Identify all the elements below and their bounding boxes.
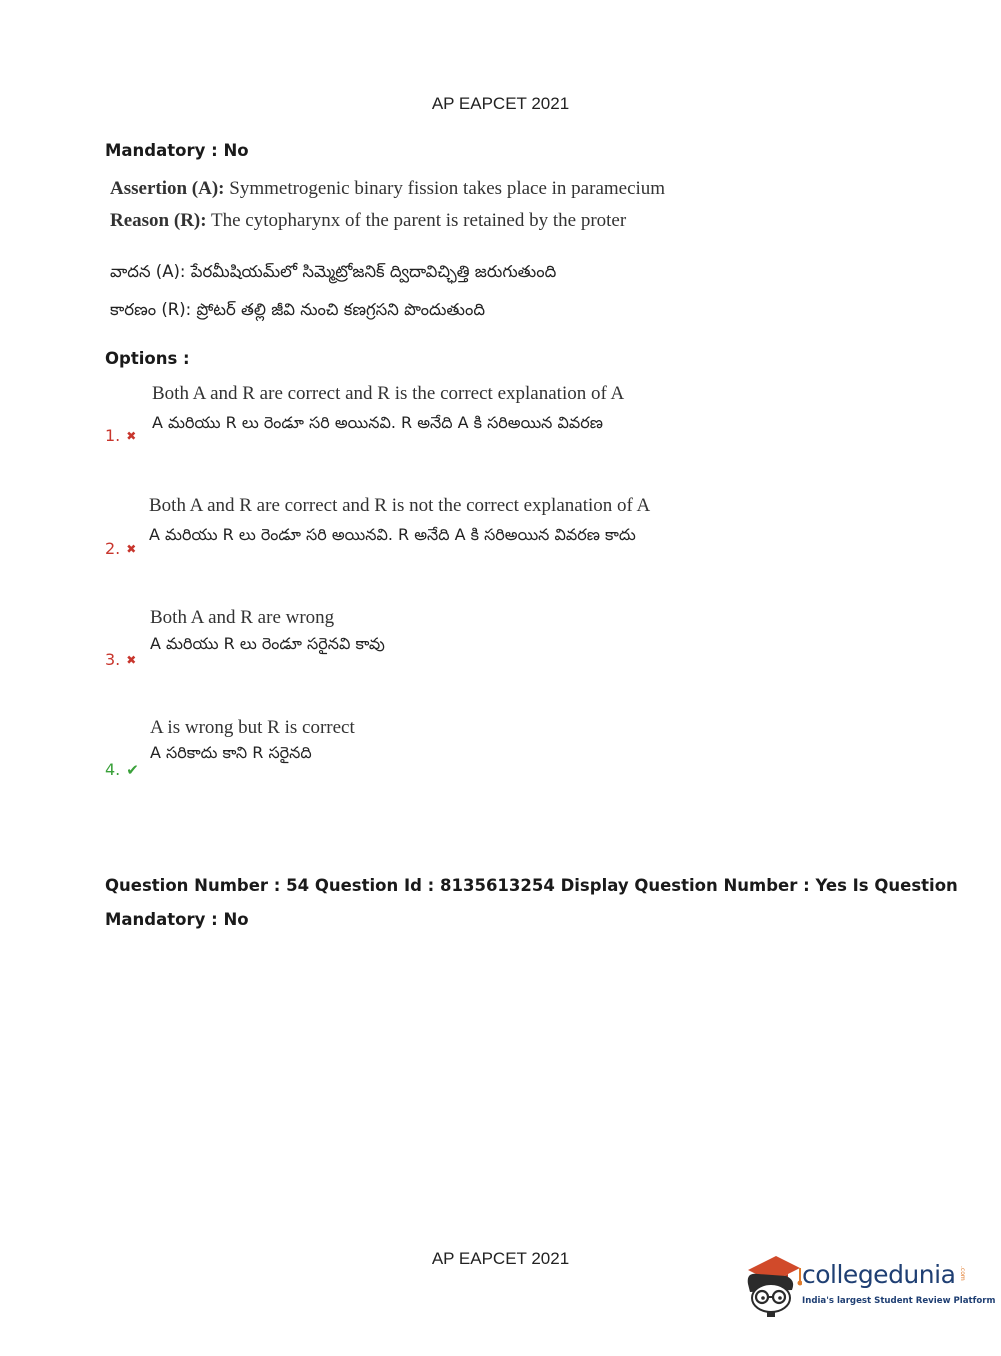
option-1-telugu: A మరియు R లు రెండూ సరి అయినవి. R అనేది A కి సరిఅయిన వివరణ (152, 413, 603, 432)
logo-suffix: .com (959, 1266, 966, 1281)
option-4-telugu: A సరికాదు కాని R సరైనది (150, 743, 312, 762)
student-mascot-icon (742, 1250, 802, 1320)
collegedunia-logo (742, 1250, 996, 1320)
assertion-label: Assertion (A): (110, 178, 225, 199)
assertion-telugu: వాదన (A): పేరమీషియమ్‌లో సిమ్మెట్రోజనిక్ ద్విదావిచ్ఛిత్తి జరుగుతుంది (110, 262, 557, 281)
reason-line (110, 210, 626, 232)
options-label: Options : (105, 349, 190, 368)
option-4-number (105, 760, 139, 779)
assertion-line (110, 178, 665, 200)
assertion-text: Symmetrogenic binary fission takes place in paramecium (224, 178, 666, 199)
option-3-number-text: 3. (105, 650, 121, 669)
option-4-number-text: 4. (105, 760, 121, 779)
wrong-cross-icon: ✖ (126, 429, 137, 443)
reason-text: The cytopharynx of the parent is retained by the proter (206, 210, 627, 231)
reason-label: Reason (R): (110, 210, 207, 231)
wrong-cross-icon: ✖ (126, 653, 137, 667)
option-1-number-text: 1. (105, 426, 121, 445)
reason-telugu: కారణం (R): ప్రోటర్ తల్లి జీవి నుంచి కణగ్రసని పొందుతుంది (110, 300, 485, 319)
logo-name: collegedunia (802, 1260, 956, 1289)
logo-tagline: India's largest Student Review Platform (802, 1296, 996, 1306)
option-2-number (105, 539, 136, 558)
next-question-mandatory: Mandatory : No (105, 910, 249, 929)
wrong-cross-icon: ✖ (126, 542, 137, 556)
option-2-english: Both A and R are correct and R is not the correct explanation of A (149, 495, 651, 516)
next-question-info: Question Number : 54 Question Id : 8135613254 Display Question Number : Yes Is Question (105, 876, 958, 895)
option-1-number (105, 426, 136, 445)
option-2-telugu: A మరియు R లు రెండూ సరి అయినవి. R అనేది A కి సరిఅయిన వివరణ కాదు (149, 525, 636, 544)
option-3-english: Both A and R are wrong (150, 607, 335, 628)
correct-check-icon: ✔ (126, 761, 139, 779)
option-3-telugu: A మరియు R లు రెండూ సరైనవి కావు (150, 634, 385, 653)
option-1-english: Both A and R are correct and R is the correct explanation of A (152, 383, 625, 404)
page-footer: AP EAPCET 2021 (431, 1249, 570, 1268)
page-header: AP EAPCET 2021 (431, 94, 570, 113)
option-3-number (105, 650, 136, 669)
option-4-english: A is wrong but R is correct (150, 717, 355, 738)
option-2-number-text: 2. (105, 539, 121, 558)
mandatory-label: Mandatory : No (105, 141, 249, 160)
